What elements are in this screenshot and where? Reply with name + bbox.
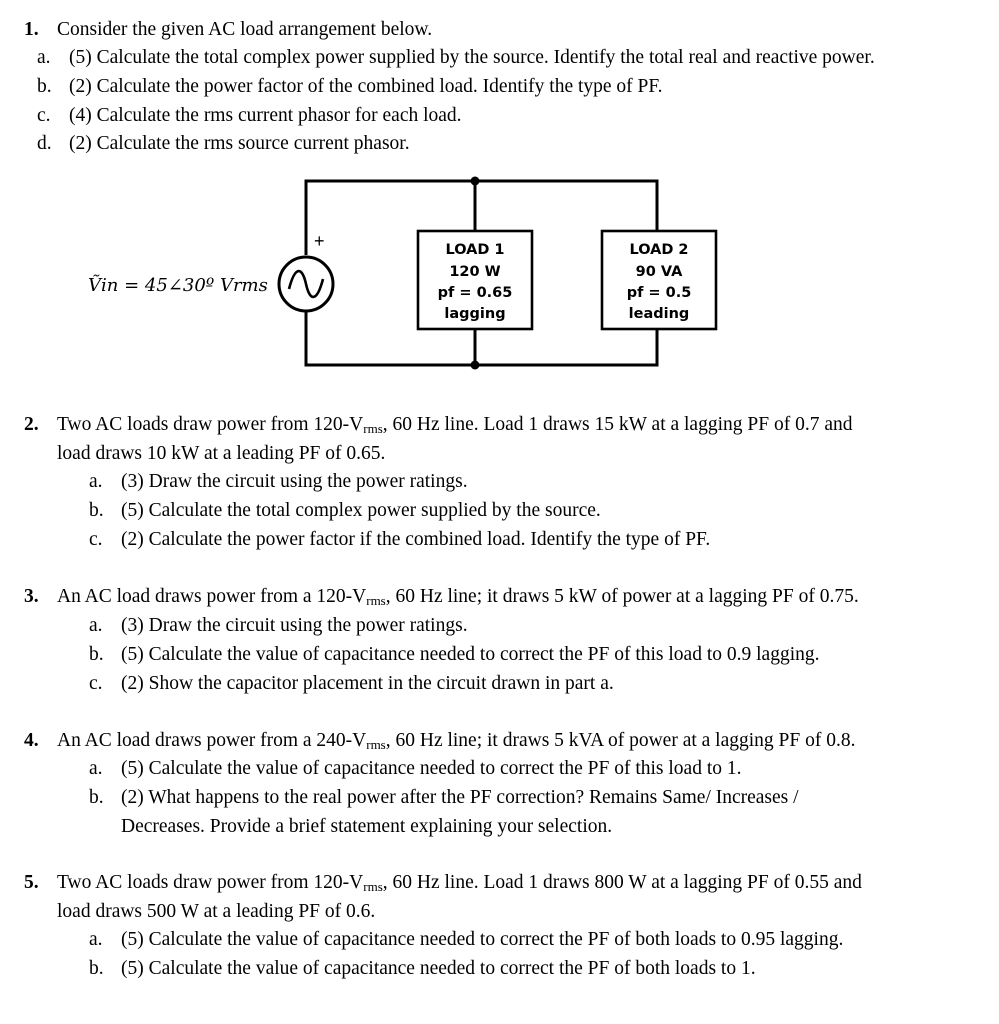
q3-part-a-label: a. [89, 615, 103, 636]
q5-line1-post: , 60 Hz line. Load 1 draws 800 W at a lagging PF of 0.55 and [382, 872, 862, 893]
q1-part-c-text: (4) Calculate the rms current phasor for each load. [69, 105, 462, 126]
q1-number: 1. [24, 19, 39, 40]
q2-part-b-label: b. [89, 500, 104, 521]
q2-part-c-label: c. [89, 529, 103, 550]
q3-part-c [89, 672, 614, 696]
q4-part-a [89, 757, 742, 781]
q5-heading [24, 871, 862, 895]
q2-part-a [89, 470, 468, 494]
q4-part-b-text: (2) What happens to the real power after the PF correction? Remains Same/ Increases / [121, 787, 799, 808]
q3-number: 3. [24, 586, 39, 607]
q3-part-b [89, 643, 820, 667]
q2-part-a-label: a. [89, 471, 103, 492]
q3-part-a [89, 614, 468, 638]
source-voltage-label: Ṽin = 45∠30º Vrms [88, 275, 268, 296]
q2-part-a-text: (3) Draw the circuit using the power ratings. [121, 471, 468, 492]
q1-part-a-text: (5) Calculate the total complex power supplied by the source. Identify the total real and reactive power. [69, 47, 875, 68]
load1-title: LOAD 1 [445, 242, 505, 258]
q3-part-b-text: (5) Calculate the value of capacitance needed to correct the PF of this load to 0.9 lagging. [121, 644, 820, 665]
load2-type: leading [628, 306, 690, 322]
q1-part-a-label: a. [37, 47, 51, 68]
q4-part-a-label: a. [89, 758, 103, 779]
q4-part-b [89, 786, 799, 810]
bottom-junction-dot [471, 361, 480, 370]
q3-part-c-label: c. [89, 673, 103, 694]
load1-rating: 120 W [449, 264, 501, 280]
q5-rms-sub: rms [363, 879, 383, 894]
q5-line2: load draws 500 W at a leading PF of 0.6. [57, 901, 376, 922]
q2-line2: load draws 10 kW at a leading PF of 0.65. [57, 443, 386, 464]
q2-heading [24, 413, 852, 437]
q4-heading [24, 729, 856, 753]
load2-pf: pf = 0.5 [626, 285, 692, 301]
q2-number: 2. [24, 414, 39, 435]
load2-title: LOAD 2 [629, 242, 689, 258]
q1-part-d-text: (2) Calculate the rms source current phasor. [69, 133, 410, 154]
q4-part-b-label: b. [89, 787, 104, 808]
q2-rms-sub: rms [363, 421, 383, 436]
q4-line1-pre: An AC load draws power from a 240-V [57, 730, 367, 751]
q4-number: 4. [24, 730, 39, 751]
q1-part-d-label: d. [37, 133, 52, 154]
q1-text: Consider the given AC load arrangement below. [57, 19, 433, 40]
q4-line1-post: , 60 Hz line; it draws 5 kVA of power at a lagging PF of 0.8. [385, 730, 856, 751]
q2-part-c-text: (2) Calculate the power factor if the combined load. Identify the type of PF. [121, 529, 711, 550]
q2-line1-pre: Two AC loads draw power from 120-V [57, 414, 364, 435]
q1-part-b-text: (2) Calculate the power factor of the combined load. Identify the type of PF. [69, 76, 663, 97]
q3-part-a-text: (3) Draw the circuit using the power ratings. [121, 615, 468, 636]
q3-heading [24, 585, 859, 609]
q3-rms-sub: rms [366, 593, 386, 608]
q5-part-a [89, 928, 843, 952]
q5-number: 5. [24, 872, 39, 893]
q4-part-a-text: (5) Calculate the value of capacitance needed to correct the PF of this load to 1. [121, 758, 742, 779]
q1-part-c-label: c. [37, 105, 51, 126]
q4-part-b-cont: Decreases. Provide a brief statement explaining your selection. [121, 816, 613, 837]
q5-line1-pre: Two AC loads draw power from 120-V [57, 872, 364, 893]
load1-pf: pf = 0.65 [437, 285, 513, 301]
q3-line1-pre: An AC load draws power from a 120-V [57, 586, 367, 607]
q2-part-c [89, 528, 710, 552]
q3-part-b-label: b. [89, 644, 104, 665]
q5-part-b-label: b. [89, 958, 104, 979]
q3-part-c-text: (2) Show the capacitor placement in the circuit drawn in part a. [121, 673, 614, 694]
load2-rating: 90 VA [635, 264, 683, 280]
polarity-plus: + [314, 231, 325, 251]
q2-part-b-text: (5) Calculate the total complex power supplied by the source. [121, 500, 601, 521]
q5-part-a-text: (5) Calculate the value of capacitance needed to correct the PF of both loads to 0.95 lagging. [121, 929, 844, 950]
load1-type: lagging [444, 306, 506, 322]
q5-part-b [89, 957, 756, 981]
q4-rms-sub: rms [366, 737, 386, 752]
q2-line1-post: , 60 Hz line. Load 1 draws 15 kW at a lagging PF of 0.7 and [382, 414, 853, 435]
q3-line1-post: , 60 Hz line; it draws 5 kW of power at a lagging PF of 0.75. [385, 586, 859, 607]
q1-part-b-label: b. [37, 76, 52, 97]
top-junction-dot [471, 177, 480, 186]
q5-part-a-label: a. [89, 929, 103, 950]
q5-part-b-text: (5) Calculate the value of capacitance needed to correct the PF of both loads to 1. [121, 958, 756, 979]
q2-part-b [89, 499, 601, 523]
